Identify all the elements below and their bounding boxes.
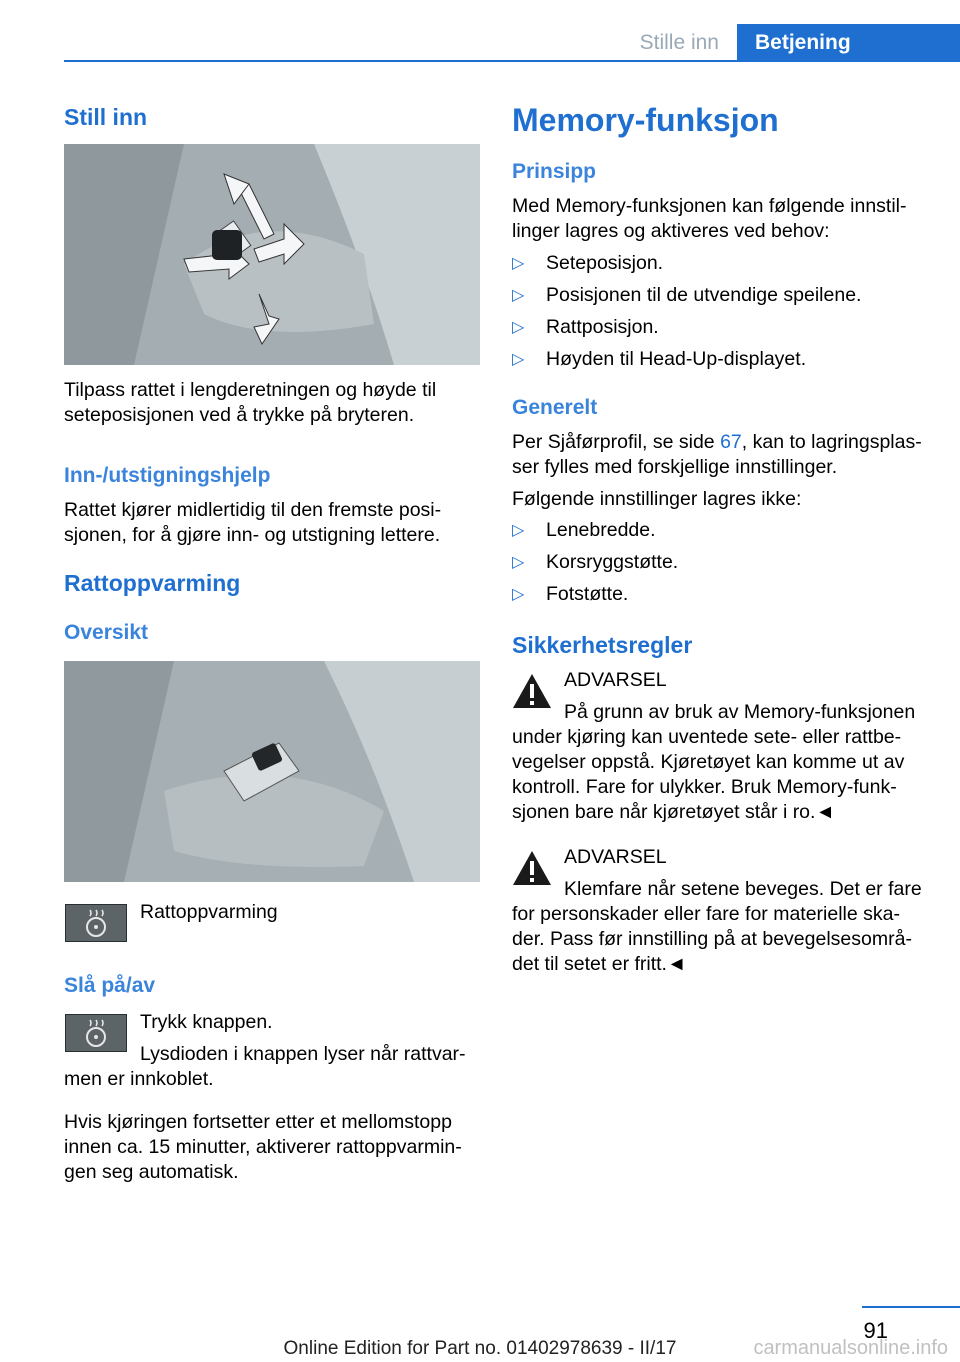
heading-generelt: Generelt (512, 396, 598, 419)
heading-sla-pa-av: Slå på/av (64, 974, 156, 997)
heading-rattoppvarming: Rattoppvarming (64, 570, 241, 596)
bullet-triangle-icon: ▷ (512, 319, 525, 336)
heading-still-inn: Still inn (64, 104, 148, 130)
watermark: carmanualsonline.info (753, 1337, 948, 1359)
heating-button-photo (64, 661, 480, 882)
breadcrumb: Stille inn (639, 31, 719, 54)
bullet-triangle-icon: ▷ (512, 287, 525, 304)
bullet-triangle-icon: ▷ (512, 586, 525, 603)
heading-memory-funksjon: Memory-funksjon (512, 102, 779, 138)
paragraph-auto-resume: Hvis kjøringen fortsetter etter et mellomstopp innen ca. 15 minutter, aktiverer rattoppvarmin-gen seg automatisk. (64, 1111, 462, 1183)
list-item: ▷ Posisjonen til de utvendige speilene. (512, 284, 862, 306)
paragraph-still-inn: Tilpass rattet i lengderetningen og høyde til seteposisjonen ved å trykke på bryteren. (64, 379, 437, 426)
paragraph-generelt: Per Sjåførprofil, se side 67, kan to lagringsplas-ser fylles med forskjellige innstillinger. (512, 431, 922, 478)
bullet-triangle-icon: ▷ (512, 255, 525, 272)
list-stored-settings (512, 252, 928, 380)
bullet-triangle-icon: ▷ (512, 554, 525, 571)
icon-label-rattoppvarming: Rattoppvarming (140, 901, 278, 923)
step-press-button: Trykk knappen. (140, 1011, 273, 1033)
section-tab: Betjening (737, 24, 960, 62)
list-item: ▷ Lenebredde. (512, 519, 656, 541)
warning-text-2: Klemfare når setene beveges. Det er fare for personskader eller fare for materielle ska-der. Pass før innstilling på at bevegelsesområ-det til setet er fritt.◄ (512, 878, 922, 975)
heading-oversikt: Oversikt (64, 621, 149, 644)
page-number: 91 (863, 1318, 888, 1343)
header-rule (64, 60, 960, 62)
page-link-67[interactable]: 67 (720, 431, 742, 453)
paragraph-inn-ut: Rattet kjører midlertidig til den fremste posi-sjonen, for å gjøre inn- og utstigning lettere. (64, 499, 442, 546)
warning-title-1: ADVARSEL (564, 669, 667, 691)
warning-title-2: ADVARSEL (564, 846, 667, 868)
steering-adjust-photo (64, 144, 480, 365)
edition-footer: Online Edition for Part no. 01402978639 - II/17 (283, 1338, 677, 1359)
list-not-stored (512, 519, 928, 615)
steering-heat-icon (65, 904, 127, 942)
list-item: ▷ Høyden til Head-Up-displayet. (512, 348, 807, 370)
paragraph-prinsipp: Med Memory-funksjonen kan følgende innstil-linger lagres og aktiveres ved behov: (512, 195, 907, 242)
bullet-triangle-icon: ▷ (512, 351, 525, 368)
list-item: ▷ Fotstøtte. (512, 583, 629, 605)
led-info: Lysdioden i knappen lyser når rattvar-men er innkoblet. (64, 1043, 466, 1090)
heading-sikkerhetsregler: Sikkerhetsregler (512, 632, 693, 658)
list-item: ▷ Korsryggstøtte. (512, 551, 679, 573)
bullet-triangle-icon: ▷ (512, 522, 525, 539)
heading-prinsipp: Prinsipp (512, 160, 597, 183)
warning-text-1: På grunn av bruk av Memory-funksjonen under kjøring kan uventede sete- eller rattbe-vegelser oppstå. Kjøretøyet kan komme ut av kontroll. Fare for ulykker. Bruk Memory-funk-sjonen bare når kjøretøyet står i ro.◄ (512, 701, 916, 823)
paragraph-not-stored: Følgende innstillinger lagres ikke: (512, 488, 802, 510)
page-number-rule (862, 1306, 960, 1308)
heading-inn-ut: Inn-/utstigningshjelp (64, 464, 271, 487)
list-item: ▷ Seteposisjon. (512, 252, 664, 274)
running-header (640, 24, 960, 62)
list-item: ▷ Rattposisjon. (512, 316, 659, 338)
